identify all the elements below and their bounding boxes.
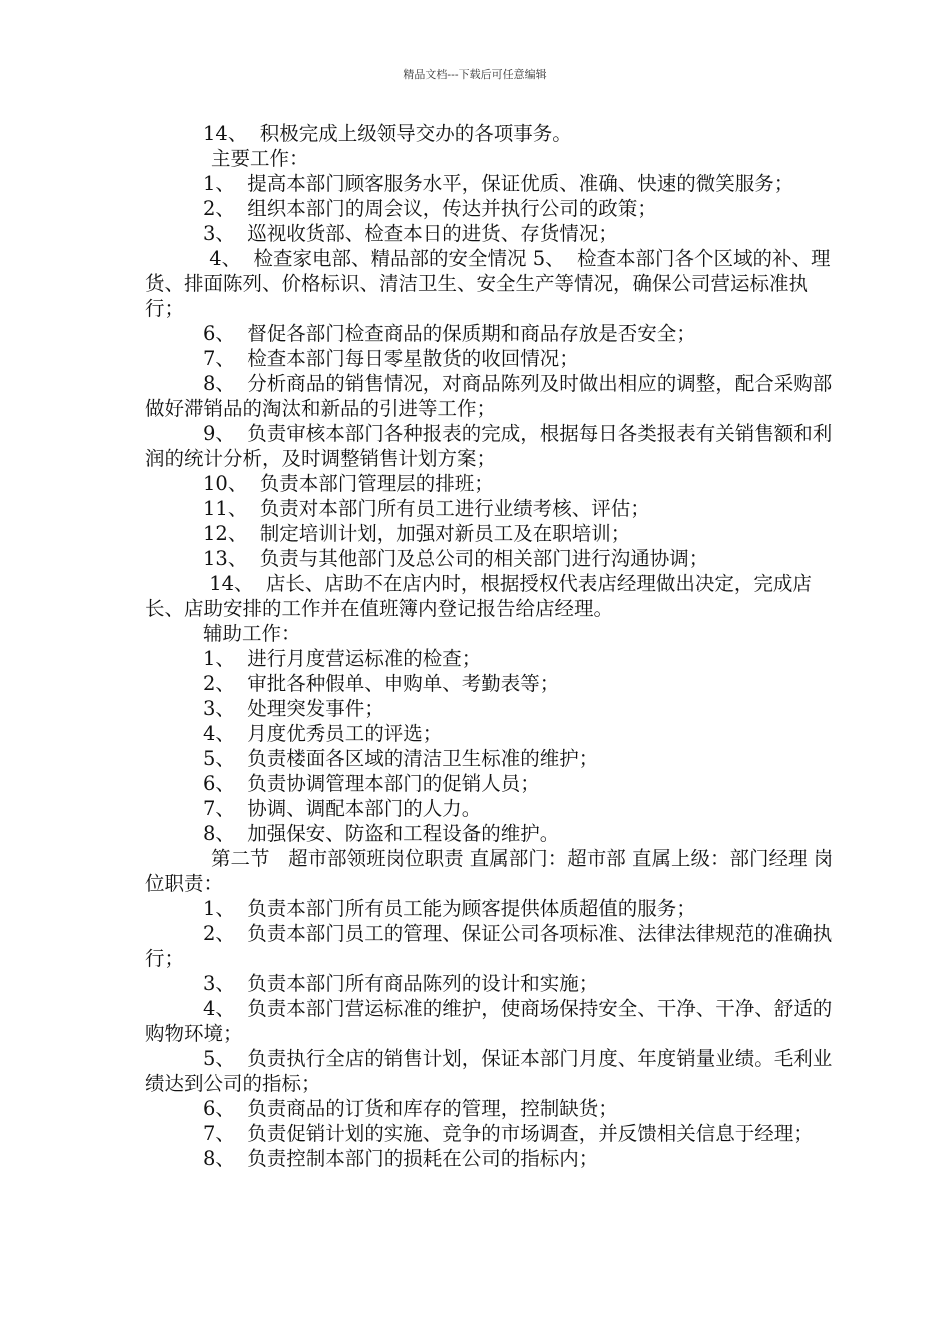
paragraph: 3、 负责本部门所有商品陈列的设计和实施； [203, 972, 599, 995]
paragraph: 5、 负责楼面各区域的清洁卫生标准的维护； [203, 747, 599, 770]
paragraph: 11、 负责对本部门所有员工进行业绩考核、评估； [203, 497, 650, 520]
paragraph: 4、 月度优秀员工的评选； [203, 722, 443, 745]
paragraph: 6、 负责协调管理本部门的促销人员； [203, 772, 540, 795]
paragraph: 4、 负责本部门营运标准的维护，使商场保持安全、干净、干净、舒适的购物环境； [145, 997, 833, 1045]
paragraph: 14、 店长、店助不在店内时，根据授权代表店经理做出决定，完成店长、店助安排的工作并在值班簿内登记报告给店经理。 [145, 572, 812, 620]
paragraph: 3、 巡视收货部、检查本日的进货、存货情况； [203, 222, 618, 245]
paragraph: 12、 制定培训计划，加强对新员工及在职培训； [203, 522, 631, 545]
document-body [145, 121, 835, 1171]
paragraph: 第二节 超市部领班岗位职责 直属部门：超市部 直属上级：部门经理 岗位职责： [145, 847, 834, 895]
paragraph: 辅助工作： [203, 622, 301, 645]
paragraph: 1、 进行月度营运标准的检查； [203, 647, 482, 670]
paragraph: 1、 提高本部门顾客服务水平，保证优质、准确、快速的微笑服务； [203, 172, 794, 195]
paragraph: 10、 负责本部门管理层的排班； [203, 472, 494, 495]
page-header: 精品文档---下载后可任意编辑 [403, 68, 547, 81]
paragraph: 6、 负责商品的订货和库存的管理，控制缺货； [203, 1097, 618, 1120]
paragraph: 6、 督促各部门检查商品的保质期和商品存放是否安全； [203, 322, 696, 345]
paragraph: 8、 分析商品的销售情况，对商品陈列及时做出相应的调整，配合采购部做好滞销品的淘汰和新品的引进等工作； [145, 372, 833, 420]
paragraph: 2、 审批各种假单、申购单、考勤表等； [203, 672, 560, 695]
paragraph: 8、 负责控制本部门的损耗在公司的指标内； [203, 1147, 599, 1170]
paragraph: 7、 负责促销计划的实施、竞争的市场调查，并反馈相关信息于经理； [203, 1122, 813, 1145]
paragraph: 7、 检查本部门每日零星散货的收回情况； [203, 347, 579, 370]
paragraph: 8、 加强保安、防盗和工程设备的维护。 [203, 822, 560, 845]
paragraph: 主要工作： [211, 147, 309, 170]
paragraph: 3、 处理突发事件； [203, 697, 384, 720]
paragraph: 13、 负责与其他部门及总公司的相关部门进行沟通协调； [203, 547, 709, 570]
paragraph: 14、 积极完成上级领导交办的各项事务。 [203, 122, 572, 145]
paragraph: 5、 负责执行全店的销售计划，保证本部门月度、年度销量业绩。毛利业绩达到公司的指标； [145, 1047, 833, 1095]
paragraph: 2、 负责本部门员工的管理、保证公司各项标准、法律法律规范的准确执行； [145, 922, 833, 970]
paragraph: 4、 检查家电部、精品部的安全情况 5、 检查本部门各个区域的补、理货、排面陈列、价格标识、清洁卫生、安全生产等情况，确保公司营运标准执行； [145, 247, 831, 320]
paragraph: 2、 组织本部门的周会议，传达并执行公司的政策； [203, 197, 657, 220]
paragraph: 7、 协调、调配本部门的人力。 [203, 797, 482, 820]
paragraph: 9、 负责审核本部门各种报表的完成，根据每日各类报表有关销售额和利润的统计分析，及时调整销售计划方案； [145, 422, 833, 470]
paragraph: 1、 负责本部门所有员工能为顾客提供体质超值的服务； [203, 897, 696, 920]
